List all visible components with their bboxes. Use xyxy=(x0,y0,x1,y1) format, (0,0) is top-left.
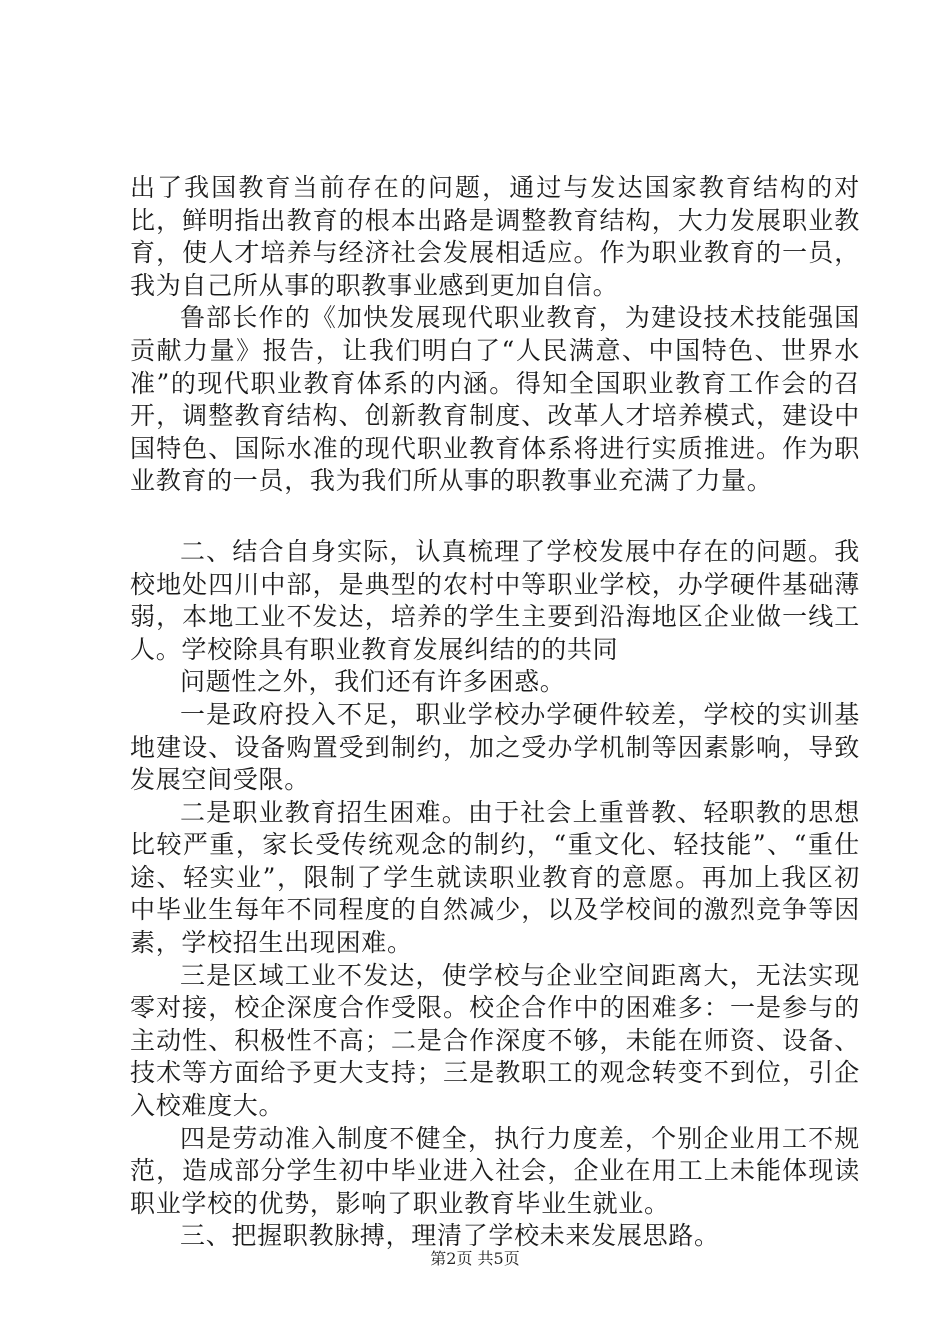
paragraph: 二是职业教育招生困难。由于社会上重普教、轻职教的思想比较严重，家长受传统观念的制约，“重文化、轻技能”、“重仕途、轻实业”，限制了学生就读职业教育的意愿。再加上我区初中毕业生每年不同程度的自然减少，以及学校间的激烈竞争等因素，学校招生出现困难。 xyxy=(130,797,860,958)
page-number: 第2页 共5页 xyxy=(430,1249,520,1268)
paragraph: 问题性之外，我们还有许多困惑。 xyxy=(180,667,566,697)
paragraph: 三是区域工业不发达，使学校与企业空间距离大，无法实现零对接，校企深度合作受限。校企合作中的困难多：一是参与的主动性、积极性不高；二是合作深度不够，未能在师资、设备、技术等方面给予更大支持；三是教职工的观念转变不到位，引企入校难度大。 xyxy=(130,960,860,1121)
paragraph: 出了我国教育当前存在的问题，通过与发达国家教育结构的对比，鲜明指出教育的根本出路是调整教育结构，大力发展职业教育，使人才培养与经济社会发展相适应。作为职业教育的一员，我为自己所从事的职教事业感到更加自信。 xyxy=(130,173,860,300)
document-body xyxy=(130,172,860,1253)
paragraph: 鲁部长作的《加快发展现代职业教育，为建设技术技能强国贡献力量》报告，让我们明白了“人民满意、中国特色、世界水准”的现代职业教育体系的内涵。得知全国职业教育工作会的召开，调整教育结构、创新教育制度、改革人才培养模式，建设中国特色、国际水准的现代职业教育体系将进行实质推进。作为职业教育的一员，我为我们所从事的职教事业充满了力量。 xyxy=(130,303,860,496)
section-heading-paragraph: 二、结合自身实际，认真梳理了学校发展中存在的问题。我校地处四川中部，是典型的农村中等职业学校，办学硬件基础薄弱，本地工业不发达，培养的学生主要到沿海地区企业做一线工人。学校除具有职业教育发展纠结的的共同 xyxy=(130,536,860,664)
section-heading: 三、把握职教脉搏，理清了学校未来发展思路。 xyxy=(180,1221,720,1251)
paragraph: 一是政府投入不足，职业学校办学硬件较差，学校的实训基地建设、设备购置受到制约，加之受办学机制等因素影响，导致发展空间受限。 xyxy=(130,699,860,795)
paragraph: 四是劳动准入制度不健全，执行力度差，个别企业用工不规范，造成部分学生初中毕业进入社会，企业在用工上未能体现读职业学校的优势，影响了职业教育毕业生就业。 xyxy=(130,1123,860,1218)
paragraph-spacer xyxy=(130,498,860,536)
